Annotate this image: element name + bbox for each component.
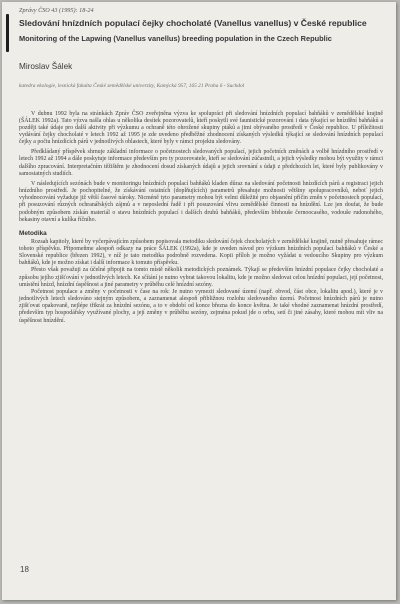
article [19,7,383,325]
author-name: Miroslav Šálek [19,61,73,71]
page-number: 18 [20,565,29,574]
body-paragraph: Rozsah kapitoly, které by vyčerpávajícím způsobem popisovala metodiku sledování čejek chocholatých v zemědělské krajině, nutně přesahuje rámec tohoto příspěvku. Připomeňme alespoň odkazy na práce ŠÁLEK (1992a), kde je uveden návod pro výzkum hnízdních populací bahňáků v České a Slovenské republice (březen 1992), v níž je tato metodika podrobně rozvedena. Kopii příloh je možno vyžádat u vedoucího Skupiny pro výzkum bahňáků, kde je možno získat i další informace k tomuto příspěvku. [19,238,383,267]
article-title-czech: Sledování hnízdních populací čejky chocholaté (Vanellus vanellus) v České republice [19,18,367,28]
section-heading-methods: Metodika [19,229,47,237]
body-paragraph: Předkládaný příspěvek shrnuje základní informace o početnostech sledovaných populací, jejich početních změnách a volbě hnízdního prostředí v letech 1992 až 1994 a dále poskytuje informace především pro ty pozorovatele, kteří se sledování zúčastnili, a jejich výsledky mohou být využity v rámci dalšího zpracování. Interpretačním těžištěm je zhodnocení dosud získaných údajů a jejich srovnání s údaji z předchozích let, které byly publikovány v samostatných studiích. [19,149,383,177]
journal-citation: Zprávy ČSO 43 (1995): 18-24 [19,7,94,14]
author-affiliation: katedra ekologie, lesnická fakulta České zemědělské univerzity, Kamýcká 957, 165 21 Praha 6 - Suchdol [19,82,245,89]
body-paragraph: V následujících sezónách bude v monitoringu hnízdních populací bahňáků kladen důraz na sledování početnosti hnízdících párů a registraci jejich hnízdního prostředí. Je pochopitelné, že získávání ostatních (doplňujících) parametrů přesahuje možnosti většiny spolupracovníků, neboť jejich vyhodnocování vyžaduje již větší časové nároky. Nicméně tyto parametry mohou být velmi důležité pro objasnění příčin změn v početnostech populací, při posuzování různých ochranářských zájmů a v neposlední řadě i při posuzování vlivu zemědělské činnosti na hnízdění. Lze jen doufat, že bude podobným způsobem získán materiál o stavu hnízdních populací i dalších druhů bahňáků, především břehouše černoocasého, vodouše rudonohého, bekasiny otavní a kulíka říčního. [19,180,383,223]
body-paragraph: Početnost populace a změny v početnosti v čase na rok: Je nutno vymezit sledované území (např. obvod, část obce, lokalitu apod.), které je v jednotlivých letech sledováno stejným způsobem, a zaznamenat alespoň přibližnou rozlohu sledovaného území. Početnost hnízdních párů je nutno zjišťovat opakovaně, nejlépe třikrát za hnízdní sezónu, a to v období od konce března do konce května. Je také vhodné zaznamenat hnízdní prostředí, především typ hospodářsky využívané plochy, a její změny v průběhu sezóny, zejména pokud jde o orbu, setí či jiné zásahy, které mohou mít vliv na úspěšnost hnízdění. [19,288,383,324]
document-page [2,2,396,600]
body-paragraph: V dubnu 1992 byla na stránkách Zpráv ČSO zveřejněna výzva ke spolupráci při sledování hnízdních populací bahňáků v zemědělské krajině (ŠÁLEK 1992a). Tato výzva našla ohlas u několika desítek pozorovatelů, kteří poskytli své faunistické pozorování i data týkající se hnízdění bahňáků a později také údaje pro další aktivity při výzkumu a ochraně této ohrožené skupiny ptáků a jimi obývaného prostředí v České republice. U příležitosti vydávání čejky chocholaté v letech 1992 až 1995 je zde uvedeno předběžné zhodnocení získaných výsledků týkající se sledování hnízdních populací čejky a počtu hnízdících párů v jednotlivých oblastech, které byly v rámci projektu sledovány. [19,110,383,146]
body-paragraph: Přesto však považuji za účelné připojit na tomto místě několik metodických poznámek. Týkají se především hnízdní populace čejky chocholaté a způsobu jejího zjišťování v jednotlivých letech. Ke sčítání je nutno vybrat takovou lokalitu, kde je možno sledovat celou hnízdní populaci, její početnost, umístění hnízd, hnízdní úspěšnost a jiné parametry v průběhu celé hnízdní sezóny. [19,267,383,288]
article-title-english: Monitoring of the Lapwing (Vanellus vanellus) breeding population in the Czech Republic [19,34,332,43]
margin-mark [6,14,9,52]
